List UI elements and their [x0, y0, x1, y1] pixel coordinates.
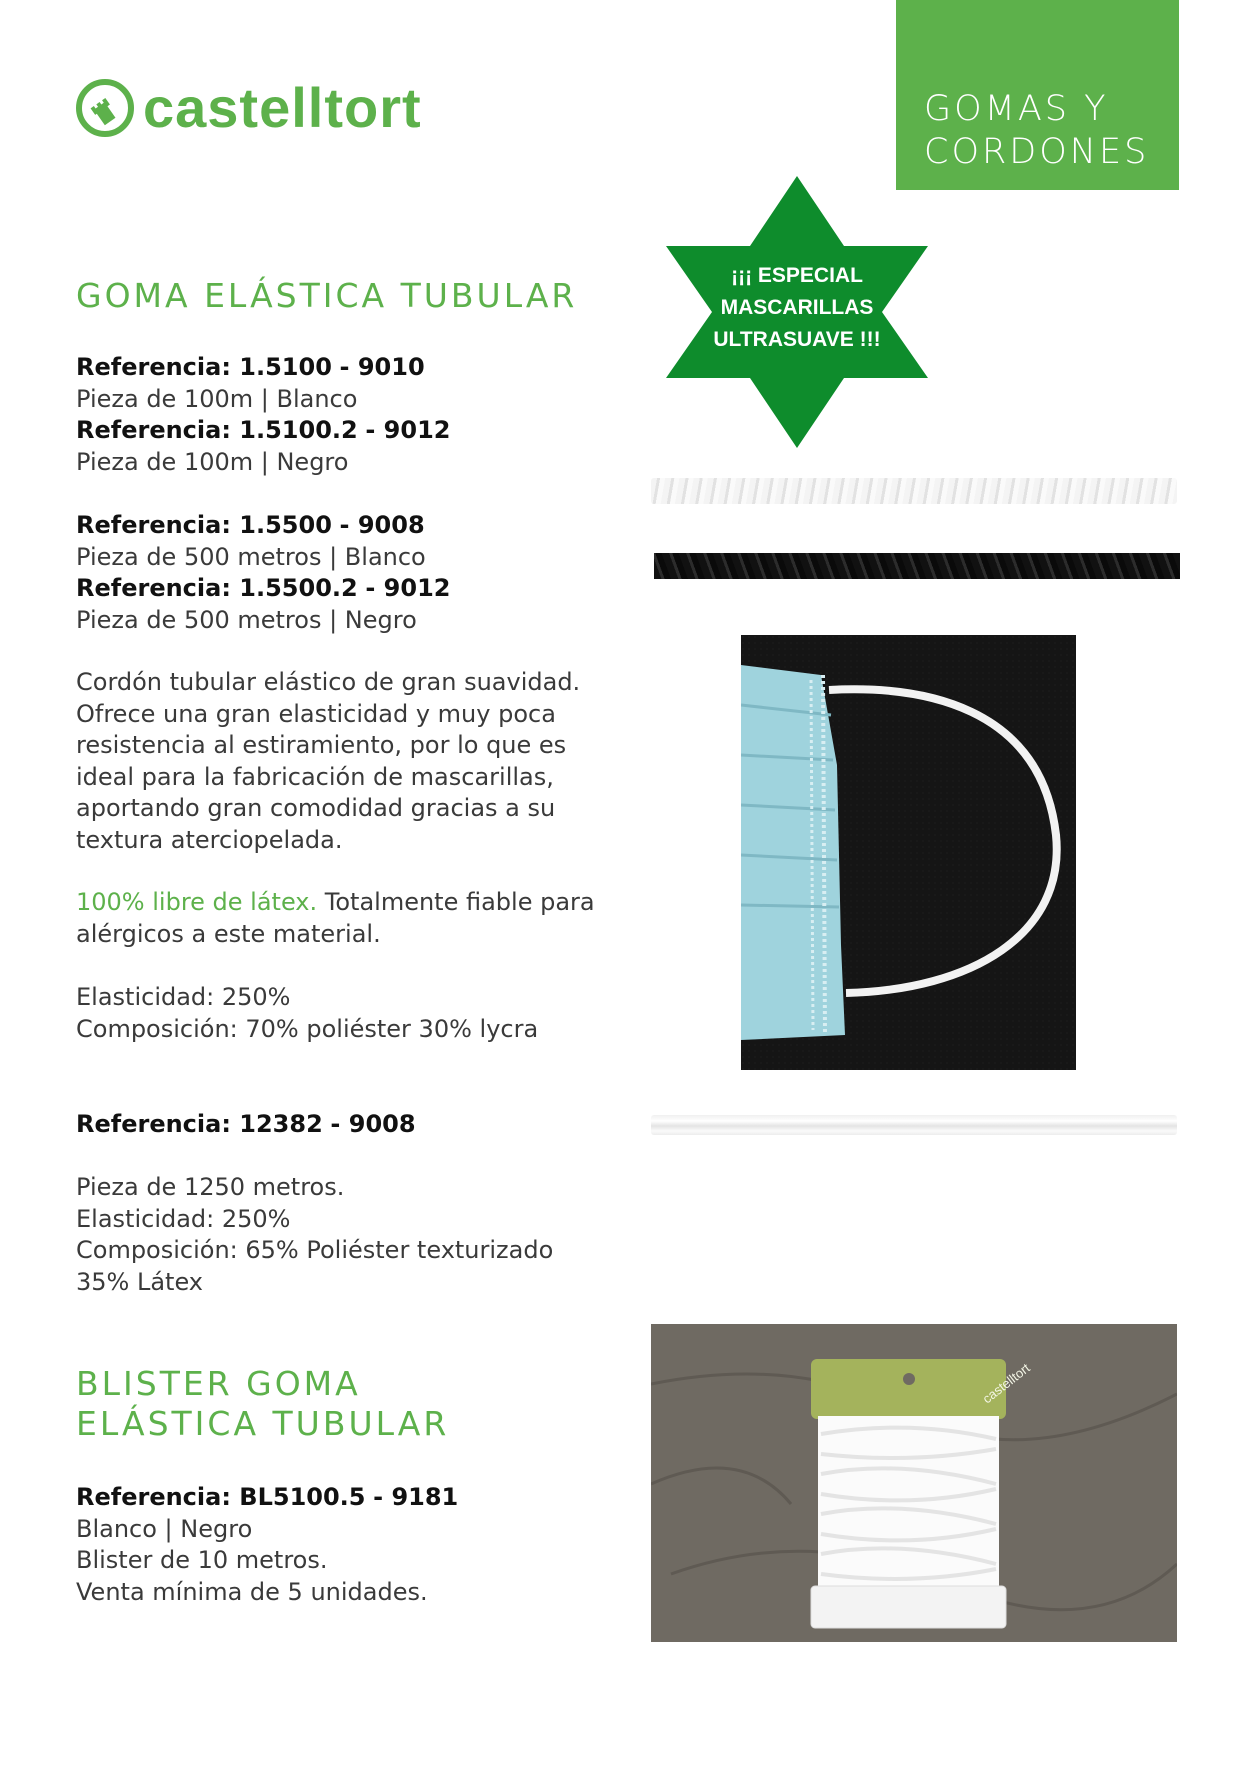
latex-note [76, 887, 676, 950]
latex-rest: Totalmente fiable para [317, 888, 595, 916]
spec-line: Elasticidad: 250% [76, 1204, 291, 1233]
ref-label: Referencia: 1.5100.2 [76, 416, 358, 444]
latex-highlight: 100% libre de látex. [76, 888, 318, 916]
ref-label: Referencia: 1.5100 [76, 353, 332, 381]
section3-details [76, 1482, 656, 1608]
section2-ref [76, 1109, 656, 1141]
ref-label: Referencia: 1.5500 [76, 511, 332, 539]
blister-brand-text: castelltort [979, 1360, 1033, 1407]
castle-logo-icon [75, 78, 135, 138]
description-line: Ofrece una gran elasticidad y muy poca [76, 699, 556, 728]
spec-line: 35% Látex [76, 1267, 204, 1296]
brand-name: castelltort [143, 76, 422, 139]
latex-line2: alérgicos a este material. [76, 919, 381, 948]
section1-description [76, 667, 656, 856]
category-line1: GOMAS Y [924, 89, 1109, 129]
ref-item [76, 352, 636, 384]
mask-photo [741, 635, 1076, 1070]
ref-code: - 9012 [365, 574, 451, 602]
detail-line: Blanco | Negro [76, 1514, 253, 1543]
detail-line: Blister de 10 metros. [76, 1546, 328, 1574]
section1-refs-group2 [76, 510, 636, 636]
section1-title: GOMA ELÁSTICA TUBULAR [76, 276, 578, 315]
detail-line: Venta mínima de 5 unidades. [76, 1577, 428, 1606]
spec-line: Composición: 65% Poliéster texturizado [76, 1236, 554, 1264]
category-banner [896, 0, 1179, 190]
ref-label: Referencia: BL5100.5 [76, 1483, 366, 1511]
blister-photo [651, 1324, 1177, 1642]
composition-spec: Composición: 70% poliéster 30% lycra [76, 1014, 539, 1043]
ref-item [76, 573, 636, 605]
section2-specs [76, 1172, 676, 1298]
white-cord-image [651, 478, 1177, 504]
badge-line1: ¡¡¡ ESPECIAL [731, 264, 863, 287]
section3-title-line1: BLISTER GOMA [76, 1364, 361, 1403]
description-line: textura aterciopelada. [76, 825, 343, 854]
ref-code: - 9010 [339, 353, 425, 381]
description-line: ideal para la fabricación de mascarillas, [76, 762, 554, 791]
ref-label: Referencia: 1.5500.2 [76, 574, 358, 602]
description-line: Cordón tubular elástico de gran suavidad. [76, 668, 581, 696]
star-badge-text [664, 260, 930, 356]
ref-label: Referencia: 12382 [76, 1110, 323, 1138]
section1-refs-group1 [76, 352, 636, 478]
ref-detail: Pieza de 500 metros | Negro [76, 605, 417, 634]
black-cord-image [654, 553, 1180, 579]
ref-detail: Pieza de 500 metros | Blanco [76, 542, 426, 571]
description-line: aportando gran comodidad gracias a su [76, 794, 556, 822]
badge-line3: ULTRASUAVE !!! [713, 328, 881, 351]
ref-code: - 9012 [365, 416, 451, 444]
badge-line2: MASCARILLAS [720, 296, 874, 319]
ref-detail: Pieza de 100m | Negro [76, 447, 349, 476]
spec-line: Pieza de 1250 metros. [76, 1173, 345, 1201]
category-line2: CORDONES [924, 132, 1150, 172]
ref-item [76, 415, 636, 447]
section1-specs [76, 982, 656, 1045]
elasticity-spec: Elasticidad: 250% [76, 983, 291, 1011]
ref-code: - 9181 [373, 1483, 459, 1511]
section3-title-line2: ELÁSTICA TUBULAR [76, 1404, 450, 1443]
description-line: resistencia al estiramiento, por lo que es [76, 731, 567, 759]
ref-detail: Pieza de 100m | Blanco [76, 384, 358, 413]
brand-logo [75, 76, 422, 140]
ref-item [76, 510, 636, 542]
section3-title [76, 1364, 449, 1444]
flat-elastic-image [651, 1115, 1177, 1135]
ref-code: - 9008 [339, 511, 425, 539]
ref-code: - 9008 [330, 1110, 416, 1138]
